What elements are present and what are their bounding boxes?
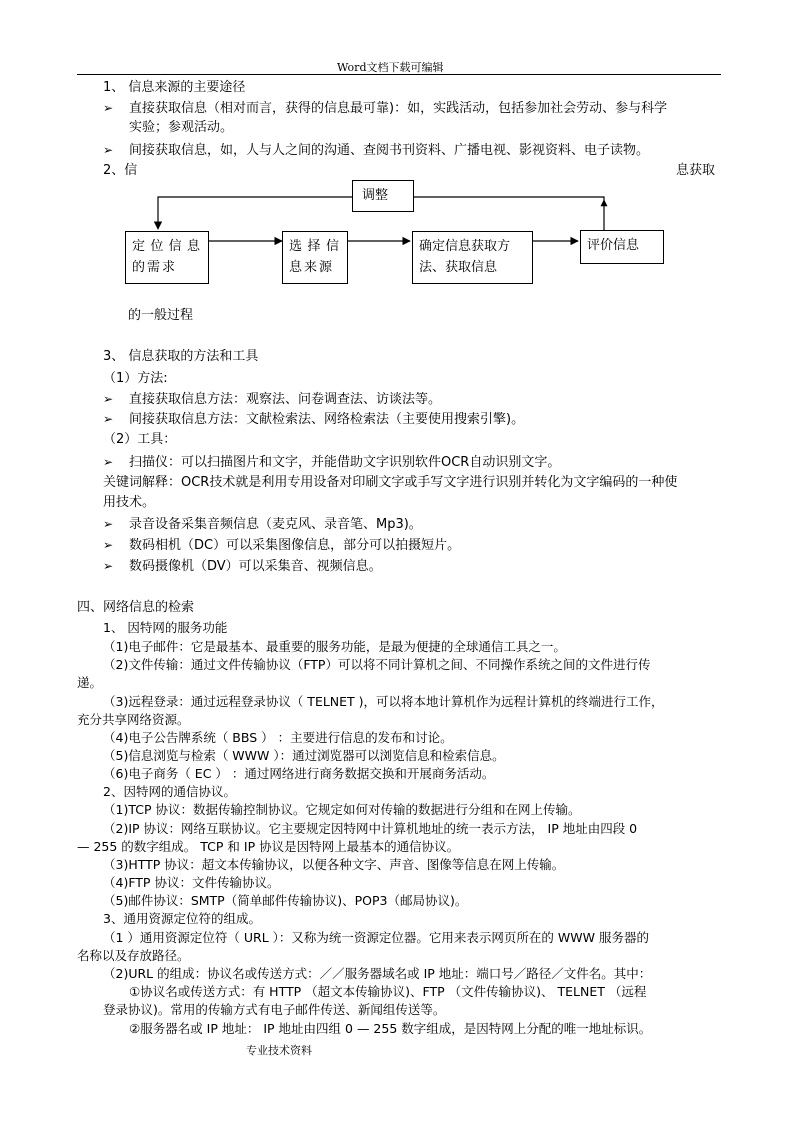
bullet-item: ➢ 直接获取信息方法：观察法、问卷调查法、访谈法等。 bbox=[103, 389, 441, 410]
arrow-bullet-icon: ➢ bbox=[103, 455, 114, 469]
node-locate-need: 定位信息的需求 bbox=[125, 231, 209, 284]
feedback-arrow-left bbox=[158, 197, 352, 229]
arrow-bullet-icon: ➢ bbox=[103, 538, 114, 552]
section-1-title: 1、 信息来源的主要途径 bbox=[103, 80, 246, 95]
arrow-bullet-icon: ➢ bbox=[103, 559, 114, 573]
paragraph-line: （5)邮件协议：SMTP（简单邮件传输协议)、POP3（邮局协议)。 bbox=[103, 893, 468, 908]
node-determine-method: 确定信息获取方法、获取信息 bbox=[412, 231, 533, 284]
paragraph-line: 充分共享网络资源。 bbox=[77, 712, 190, 727]
bullet-item: ➢ 扫描仪：可以扫描图片和文字，并能借助文字识别软件OCR自动识别文字。 bbox=[103, 452, 560, 473]
paragraph-line: （2)文件传输：通过文件传输协议（FTP）可以将不同计算机之间、不同操作系统之间的文件进行传 bbox=[103, 657, 651, 672]
arrow-bullet-icon: ➢ bbox=[103, 392, 114, 406]
bullet-item: ➢ 数码摄像机（DV）可以采集音、视频信息。 bbox=[103, 556, 382, 577]
paragraph-line: （3)HTTP 协议：超文本传输协议，以便各种文字、声音、图像等信息在网上传输。 bbox=[103, 857, 565, 872]
subsection-title: 2、因特网的通信协议。 bbox=[103, 784, 236, 799]
keyword-explanation: 关键词解释：OCR技术就是利用专用设备对印刷文字或手写文字进行识别并转化为文字编码的一种使 bbox=[103, 475, 678, 490]
arrow-bullet-icon: ➢ bbox=[103, 143, 114, 157]
bullet-item-continuation: 实验；参观活动。 bbox=[129, 120, 234, 135]
section-2-title-end: 息获取 bbox=[676, 163, 716, 178]
paragraph-line: （1 ）通用资源定位符（ URL ）：又称为统一资源定位器。它用来表示网页所在的 WWW 服务器的 bbox=[103, 930, 649, 945]
paragraph-line: 登录协议)。常用的传输方式有电子邮件传送、新闻组传送等。 bbox=[103, 1002, 446, 1017]
bullet-item: ➢ 间接获取信息方法：文献检索法、网络检索法（主要使用搜索引擎)。 bbox=[103, 409, 524, 430]
arrow-bullet-icon: ➢ bbox=[103, 517, 114, 531]
paragraph-line: （4)电子公告牌系统（ BBS ） ：主要进行信息的发布和讨论。 bbox=[103, 730, 453, 745]
paragraph-line: （2)IP 协议：网络互联协议。它主要规定因特网中计算机地址的统一表示方法， IP 地址由四段 0 bbox=[103, 821, 638, 836]
page-header: Word文档下载可编辑 bbox=[337, 61, 444, 74]
arrow-bullet-icon: ➢ bbox=[103, 412, 114, 426]
subsection-title: 3、通用资源定位符的组成。 bbox=[103, 911, 261, 926]
paragraph-line: （2)URL 的组成：协议名或传送方式：／／服务器域名或 IP 地址：端口号／路径／文件名。其中： bbox=[103, 966, 652, 981]
paragraph-line: ①协议名或传送方式：有 HTTP （超文本传输协议)、FTP （文件传输协议)、 TELNET （远程 bbox=[129, 984, 647, 999]
paragraph-line: — 255 的数字组成。 TCP 和 IP 协议是因特网上最基本的通信协议。 bbox=[77, 839, 460, 854]
methods-heading: （1）方法: bbox=[103, 371, 168, 386]
node-evaluate: 评价信息 bbox=[580, 230, 664, 264]
process-flow-diagram bbox=[0, 0, 794, 330]
tools-heading: （2）工具： bbox=[103, 432, 177, 447]
paragraph-line: 名称以及存放路径。 bbox=[77, 948, 190, 963]
paragraph-line: （1)TCP 协议：数据传输控制协议。它规定如何对传输的数据进行分组和在网上传输。 bbox=[103, 802, 581, 817]
feedback-line-right bbox=[414, 197, 604, 232]
section-2-title-start: 2、信 bbox=[103, 163, 138, 178]
paragraph-line: （1)电子邮件：它是最基本、最重要的服务功能，是最为便捷的全球通信工具之一。 bbox=[103, 639, 566, 654]
section-3-title: 3、 信息获取的方法和工具 bbox=[103, 349, 259, 364]
paragraph-line: （5)信息浏览与检索（ WWW ）：通过浏览器可以浏览信息和检索信息。 bbox=[103, 748, 505, 763]
bullet-item: ➢ 间接获取信息，如，人与人之间的沟通、查阅书刊资料、广播电视、影视资料、电子读物。 bbox=[103, 140, 649, 161]
paragraph-line: （4)FTP 协议：文件传输协议。 bbox=[103, 875, 280, 890]
paragraph-line: 递。 bbox=[77, 675, 103, 690]
subsection-title: 1、 因特网的服务功能 bbox=[103, 620, 228, 635]
bullet-item: ➢ 录音设备采集音频信息（麦克风、录音笔、Mp3)。 bbox=[103, 514, 422, 535]
section-4-title: 四、网络信息的检索 bbox=[77, 600, 195, 615]
paragraph-line: （6)电子商务（ EC ） ：通过网络进行商务数据交换和开展商务活动。 bbox=[103, 766, 495, 781]
paragraph-line: ②服务器名或 IP 地址： IP 地址由四组 0 — 255 数字组成，是因特网上分配的唯一地址标识。 bbox=[129, 1021, 652, 1036]
page-footer: 专业技术资料 bbox=[246, 1044, 312, 1057]
node-select-source: 选择信息来源 bbox=[282, 231, 348, 284]
keyword-explanation-continuation: 用技术。 bbox=[103, 495, 156, 510]
node-adjust: 调整 bbox=[352, 180, 414, 212]
diagram-caption: 的一般过程 bbox=[128, 308, 194, 323]
bullet-item: ➢ 数码相机（DC）可以采集图像信息，部分可以拍摄短片。 bbox=[103, 535, 460, 556]
bullet-item: ➢ 直接获取信息（相对而言，获得的信息最可靠)：如，实践活动，包括参加社会劳动、参与科学 bbox=[103, 98, 667, 119]
paragraph-line: （3)远程登录：通过远程登录协议（ TELNET )，可以将本地计算机作为远程计算机的终端进行工作， bbox=[103, 694, 664, 709]
arrow-bullet-icon: ➢ bbox=[103, 101, 114, 115]
